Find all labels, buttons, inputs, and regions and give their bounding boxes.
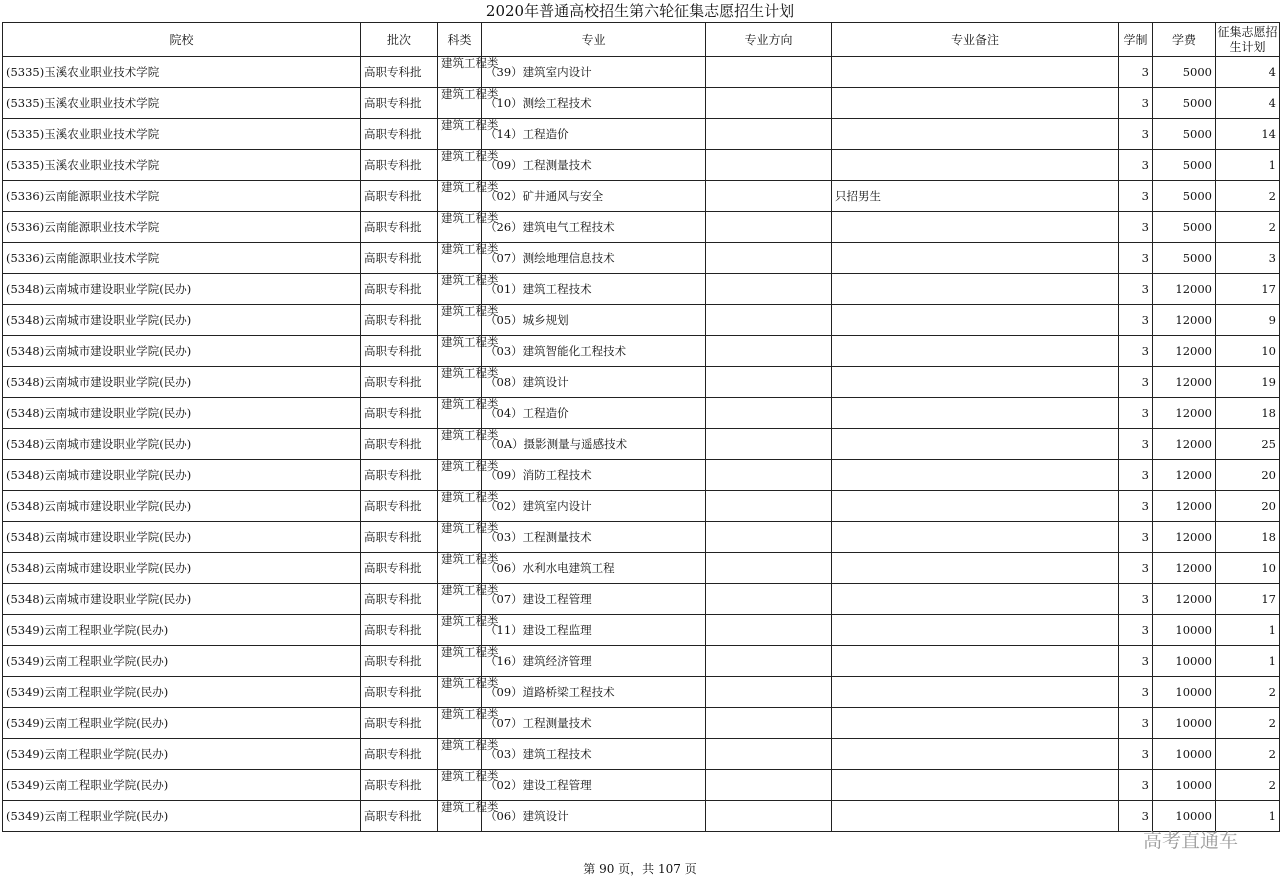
cell-school: (5348)云南城市建设职业学院(民办) (3, 398, 361, 429)
cell-direction (706, 212, 832, 243)
header-row (3, 23, 1280, 57)
cell-major: （02）建设工程管理 (482, 770, 706, 801)
cell-batch: 高职专科批 (361, 491, 438, 522)
cell-batch: 高职专科批 (361, 336, 438, 367)
cell-fee: 5000 (1153, 243, 1216, 274)
cell-category: 建筑工程类 (438, 150, 482, 181)
cell-batch: 高职专科批 (361, 150, 438, 181)
table-row (3, 119, 1280, 150)
cell-school: (5336)云南能源职业技术学院 (3, 212, 361, 243)
cell-plan: 25 (1216, 429, 1280, 460)
cell-category: 建筑工程类 (438, 460, 482, 491)
cell-school: (5348)云南城市建设职业学院(民办) (3, 553, 361, 584)
table-row (3, 181, 1280, 212)
cell-school: (5349)云南工程职业学院(民办) (3, 770, 361, 801)
cell-years: 3 (1119, 57, 1153, 88)
cell-fee: 10000 (1153, 646, 1216, 677)
cell-batch: 高职专科批 (361, 646, 438, 677)
table-row (3, 429, 1280, 460)
cell-fee: 12000 (1153, 367, 1216, 398)
table-row (3, 150, 1280, 181)
cell-school: (5348)云南城市建设职业学院(民办) (3, 522, 361, 553)
cell-direction (706, 677, 832, 708)
cell-years: 3 (1119, 367, 1153, 398)
cell-major: （09）道路桥梁工程技术 (482, 677, 706, 708)
cell-fee: 12000 (1153, 491, 1216, 522)
cell-fee: 12000 (1153, 274, 1216, 305)
cell-fee: 5000 (1153, 181, 1216, 212)
cell-remark (832, 243, 1119, 274)
cell-years: 3 (1119, 553, 1153, 584)
cell-remark (832, 801, 1119, 832)
cell-plan: 1 (1216, 646, 1280, 677)
cell-direction (706, 243, 832, 274)
cell-plan: 2 (1216, 212, 1280, 243)
cell-years: 3 (1119, 646, 1153, 677)
cell-school: (5348)云南城市建设职业学院(民办) (3, 491, 361, 522)
cell-school: (5348)云南城市建设职业学院(民办) (3, 429, 361, 460)
cell-major: （07）工程测量技术 (482, 708, 706, 739)
cell-major: （10）测绘工程技术 (482, 88, 706, 119)
cell-category: 建筑工程类 (438, 181, 482, 212)
cell-fee: 12000 (1153, 429, 1216, 460)
cell-batch: 高职专科批 (361, 367, 438, 398)
cell-batch: 高职专科批 (361, 57, 438, 88)
table-row (3, 398, 1280, 429)
cell-category: 建筑工程类 (438, 553, 482, 584)
cell-category: 建筑工程类 (438, 429, 482, 460)
cell-school: (5349)云南工程职业学院(民办) (3, 708, 361, 739)
cell-years: 3 (1119, 460, 1153, 491)
cell-years: 3 (1119, 584, 1153, 615)
cell-batch: 高职专科批 (361, 708, 438, 739)
cell-remark (832, 119, 1119, 150)
cell-direction (706, 398, 832, 429)
cell-major: （11）建设工程监理 (482, 615, 706, 646)
cell-plan: 2 (1216, 770, 1280, 801)
header-plan: 征集志愿招生计划 (1216, 23, 1280, 57)
cell-direction (706, 336, 832, 367)
cell-major: （02）矿井通风与安全 (482, 181, 706, 212)
cell-category: 建筑工程类 (438, 305, 482, 336)
cell-direction (706, 801, 832, 832)
cell-major: （06）建筑设计 (482, 801, 706, 832)
cell-years: 3 (1119, 150, 1153, 181)
header-batch: 批次 (361, 23, 438, 57)
cell-direction (706, 739, 832, 770)
cell-category: 建筑工程类 (438, 770, 482, 801)
cell-batch: 高职专科批 (361, 305, 438, 336)
table-row (3, 584, 1280, 615)
cell-major: （39）建筑室内设计 (482, 57, 706, 88)
cell-category: 建筑工程类 (438, 274, 482, 305)
cell-years: 3 (1119, 181, 1153, 212)
cell-fee: 5000 (1153, 88, 1216, 119)
cell-major: （03）建筑智能化工程技术 (482, 336, 706, 367)
cell-years: 3 (1119, 708, 1153, 739)
cell-major: （09）工程测量技术 (482, 150, 706, 181)
cell-school: (5348)云南城市建设职业学院(民办) (3, 336, 361, 367)
cell-years: 3 (1119, 212, 1153, 243)
cell-direction (706, 305, 832, 336)
cell-category: 建筑工程类 (438, 243, 482, 274)
cell-category: 建筑工程类 (438, 801, 482, 832)
cell-fee: 10000 (1153, 770, 1216, 801)
table-row (3, 801, 1280, 832)
cell-batch: 高职专科批 (361, 429, 438, 460)
cell-batch: 高职专科批 (361, 522, 438, 553)
cell-school: (5349)云南工程职业学院(民办) (3, 677, 361, 708)
cell-batch: 高职专科批 (361, 584, 438, 615)
cell-batch: 高职专科批 (361, 801, 438, 832)
cell-fee: 10000 (1153, 801, 1216, 832)
cell-plan: 3 (1216, 243, 1280, 274)
cell-direction (706, 553, 832, 584)
cell-major: （07）测绘地理信息技术 (482, 243, 706, 274)
cell-remark (832, 553, 1119, 584)
cell-fee: 12000 (1153, 553, 1216, 584)
cell-category: 建筑工程类 (438, 646, 482, 677)
cell-direction (706, 522, 832, 553)
header-fee: 学费 (1153, 23, 1216, 57)
cell-batch: 高职专科批 (361, 739, 438, 770)
cell-direction (706, 584, 832, 615)
cell-direction (706, 367, 832, 398)
cell-major: （08）建筑设计 (482, 367, 706, 398)
cell-school: (5335)玉溪农业职业技术学院 (3, 57, 361, 88)
table-row (3, 739, 1280, 770)
cell-direction (706, 274, 832, 305)
cell-category: 建筑工程类 (438, 119, 482, 150)
cell-remark (832, 770, 1119, 801)
cell-batch: 高职专科批 (361, 398, 438, 429)
cell-remark (832, 429, 1119, 460)
cell-direction (706, 460, 832, 491)
table-row (3, 708, 1280, 739)
cell-batch: 高职专科批 (361, 274, 438, 305)
cell-years: 3 (1119, 305, 1153, 336)
cell-remark (832, 646, 1119, 677)
cell-years: 3 (1119, 119, 1153, 150)
cell-school: (5349)云南工程职业学院(民办) (3, 739, 361, 770)
cell-remark (832, 491, 1119, 522)
cell-plan: 10 (1216, 553, 1280, 584)
table-row (3, 770, 1280, 801)
cell-major: （09）消防工程技术 (482, 460, 706, 491)
cell-batch: 高职专科批 (361, 553, 438, 584)
cell-batch: 高职专科批 (361, 243, 438, 274)
cell-major: （06）水利水电建筑工程 (482, 553, 706, 584)
cell-batch: 高职专科批 (361, 677, 438, 708)
table-row (3, 615, 1280, 646)
cell-major: （03）工程测量技术 (482, 522, 706, 553)
watermark: 高考直通车 (1143, 830, 1239, 852)
cell-remark (832, 398, 1119, 429)
cell-remark (832, 336, 1119, 367)
cell-fee: 12000 (1153, 460, 1216, 491)
table-row (3, 274, 1280, 305)
table-row (3, 553, 1280, 584)
table-row (3, 336, 1280, 367)
cell-remark (832, 305, 1119, 336)
cell-remark (832, 708, 1119, 739)
cell-plan: 18 (1216, 522, 1280, 553)
cell-plan: 14 (1216, 119, 1280, 150)
cell-school: (5348)云南城市建设职业学院(民办) (3, 367, 361, 398)
cell-plan: 1 (1216, 150, 1280, 181)
table-row (3, 305, 1280, 336)
header-category: 科类 (438, 23, 482, 57)
cell-category: 建筑工程类 (438, 522, 482, 553)
page-title: 2020年普通高校招生第六轮征集志愿招生计划 (485, 2, 795, 20)
cell-batch: 高职专科批 (361, 212, 438, 243)
cell-years: 3 (1119, 491, 1153, 522)
cell-remark (832, 57, 1119, 88)
cell-fee: 12000 (1153, 398, 1216, 429)
table-body (3, 57, 1280, 832)
cell-school: (5348)云南城市建设职业学院(民办) (3, 584, 361, 615)
cell-remark (832, 150, 1119, 181)
cell-fee: 10000 (1153, 677, 1216, 708)
cell-plan: 9 (1216, 305, 1280, 336)
cell-direction (706, 181, 832, 212)
cell-plan: 1 (1216, 801, 1280, 832)
cell-direction (706, 88, 832, 119)
cell-major: （04）工程造价 (482, 398, 706, 429)
page-footer: 第 90 页，共 107 页 (583, 862, 697, 876)
cell-direction (706, 491, 832, 522)
cell-plan: 2 (1216, 708, 1280, 739)
cell-major: （03）建筑工程技术 (482, 739, 706, 770)
cell-category: 建筑工程类 (438, 708, 482, 739)
table-row (3, 460, 1280, 491)
cell-years: 3 (1119, 770, 1153, 801)
cell-direction (706, 708, 832, 739)
cell-plan: 19 (1216, 367, 1280, 398)
cell-category: 建筑工程类 (438, 367, 482, 398)
table-row (3, 491, 1280, 522)
cell-years: 3 (1119, 801, 1153, 832)
table-row (3, 57, 1280, 88)
cell-plan: 18 (1216, 398, 1280, 429)
table-row (3, 522, 1280, 553)
cell-years: 3 (1119, 336, 1153, 367)
cell-batch: 高职专科批 (361, 181, 438, 212)
cell-category: 建筑工程类 (438, 336, 482, 367)
cell-direction (706, 119, 832, 150)
cell-fee: 10000 (1153, 615, 1216, 646)
cell-major: （01）建筑工程技术 (482, 274, 706, 305)
cell-school: (5335)玉溪农业职业技术学院 (3, 119, 361, 150)
cell-major: （0A）摄影测量与遥感技术 (482, 429, 706, 460)
cell-category: 建筑工程类 (438, 677, 482, 708)
cell-years: 3 (1119, 615, 1153, 646)
cell-direction (706, 429, 832, 460)
cell-school: (5336)云南能源职业技术学院 (3, 181, 361, 212)
table-row (3, 367, 1280, 398)
cell-plan: 2 (1216, 677, 1280, 708)
cell-major: （14）工程造价 (482, 119, 706, 150)
cell-remark (832, 615, 1119, 646)
cell-plan: 4 (1216, 88, 1280, 119)
cell-years: 3 (1119, 274, 1153, 305)
cell-remark: 只招男生 (832, 181, 1119, 212)
cell-school: (5349)云南工程职业学院(民办) (3, 801, 361, 832)
header-major: 专业 (482, 23, 706, 57)
cell-direction (706, 150, 832, 181)
cell-remark (832, 677, 1119, 708)
cell-years: 3 (1119, 429, 1153, 460)
cell-plan: 20 (1216, 460, 1280, 491)
enrollment-plan-table (2, 22, 1280, 832)
cell-remark (832, 584, 1119, 615)
cell-direction (706, 770, 832, 801)
header-school: 院校 (3, 23, 361, 57)
cell-school: (5335)玉溪农业职业技术学院 (3, 88, 361, 119)
header-direction: 专业方向 (706, 23, 832, 57)
cell-remark (832, 460, 1119, 491)
cell-remark (832, 212, 1119, 243)
cell-fee: 5000 (1153, 119, 1216, 150)
cell-remark (832, 739, 1119, 770)
cell-fee: 5000 (1153, 150, 1216, 181)
cell-batch: 高职专科批 (361, 615, 438, 646)
cell-direction (706, 57, 832, 88)
cell-school: (5336)云南能源职业技术学院 (3, 243, 361, 274)
cell-category: 建筑工程类 (438, 398, 482, 429)
cell-years: 3 (1119, 522, 1153, 553)
cell-fee: 12000 (1153, 584, 1216, 615)
cell-plan: 2 (1216, 181, 1280, 212)
cell-category: 建筑工程类 (438, 739, 482, 770)
cell-major: （16）建筑经济管理 (482, 646, 706, 677)
cell-major: （07）建设工程管理 (482, 584, 706, 615)
cell-fee: 12000 (1153, 336, 1216, 367)
header-years: 学制 (1119, 23, 1153, 57)
cell-category: 建筑工程类 (438, 88, 482, 119)
cell-major: （26）建筑电气工程技术 (482, 212, 706, 243)
cell-years: 3 (1119, 88, 1153, 119)
cell-fee: 10000 (1153, 739, 1216, 770)
cell-school: (5349)云南工程职业学院(民办) (3, 615, 361, 646)
cell-batch: 高职专科批 (361, 119, 438, 150)
cell-direction (706, 646, 832, 677)
cell-fee: 12000 (1153, 305, 1216, 336)
cell-batch: 高职专科批 (361, 770, 438, 801)
cell-category: 建筑工程类 (438, 57, 482, 88)
cell-direction (706, 615, 832, 646)
cell-remark (832, 522, 1119, 553)
cell-fee: 12000 (1153, 522, 1216, 553)
cell-plan: 2 (1216, 739, 1280, 770)
cell-fee: 5000 (1153, 212, 1216, 243)
cell-category: 建筑工程类 (438, 615, 482, 646)
header-remark: 专业备注 (832, 23, 1119, 57)
cell-fee: 5000 (1153, 57, 1216, 88)
cell-plan: 4 (1216, 57, 1280, 88)
cell-fee: 10000 (1153, 708, 1216, 739)
table-row (3, 88, 1280, 119)
cell-years: 3 (1119, 739, 1153, 770)
cell-remark (832, 274, 1119, 305)
cell-batch: 高职专科批 (361, 88, 438, 119)
cell-batch: 高职专科批 (361, 460, 438, 491)
cell-category: 建筑工程类 (438, 491, 482, 522)
cell-school: (5348)云南城市建设职业学院(民办) (3, 274, 361, 305)
cell-major: （02）建筑室内设计 (482, 491, 706, 522)
cell-years: 3 (1119, 243, 1153, 274)
cell-plan: 20 (1216, 491, 1280, 522)
cell-school: (5348)云南城市建设职业学院(民办) (3, 305, 361, 336)
cell-plan: 17 (1216, 274, 1280, 305)
cell-plan: 1 (1216, 615, 1280, 646)
cell-remark (832, 367, 1119, 398)
cell-school: (5335)玉溪农业职业技术学院 (3, 150, 361, 181)
table-row (3, 243, 1280, 274)
cell-school: (5348)云南城市建设职业学院(民办) (3, 460, 361, 491)
cell-plan: 10 (1216, 336, 1280, 367)
cell-years: 3 (1119, 398, 1153, 429)
cell-category: 建筑工程类 (438, 584, 482, 615)
cell-plan: 17 (1216, 584, 1280, 615)
table-row (3, 646, 1280, 677)
cell-remark (832, 88, 1119, 119)
cell-major: （05）城乡规划 (482, 305, 706, 336)
table-row (3, 677, 1280, 708)
table-row (3, 212, 1280, 243)
cell-years: 3 (1119, 677, 1153, 708)
cell-category: 建筑工程类 (438, 212, 482, 243)
cell-school: (5349)云南工程职业学院(民办) (3, 646, 361, 677)
